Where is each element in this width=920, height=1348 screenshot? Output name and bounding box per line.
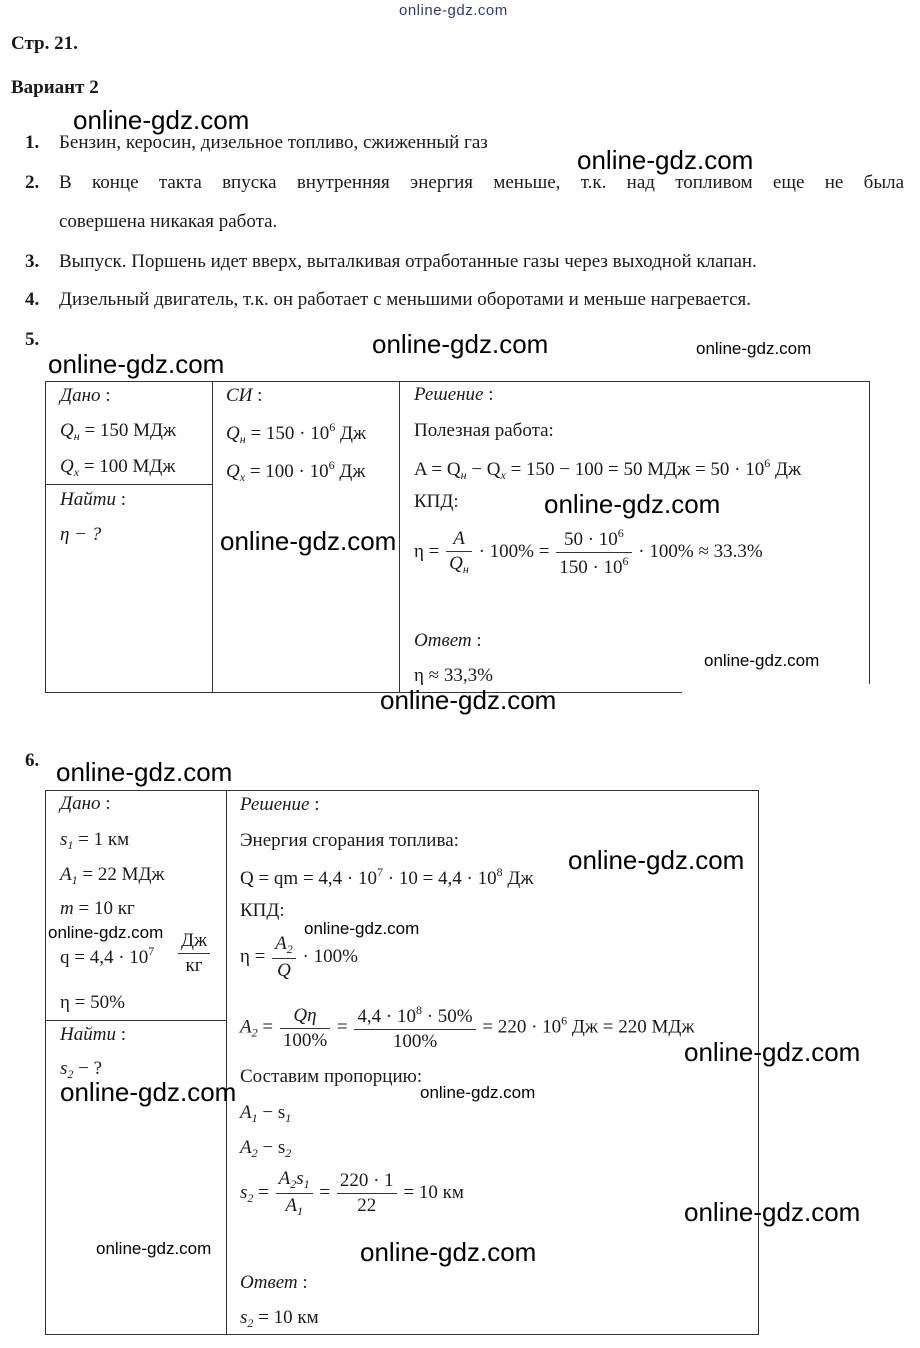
variant-heading: Вариант 2 [11, 77, 99, 98]
task6-given-a1: $A_1 = 22$ МДж [60, 864, 165, 887]
task5-answer-value: η ≈ 33,3% [414, 665, 493, 686]
watermark: online-gdz.com [48, 923, 164, 942]
task5-given-qx: $Q_х = 100$ МДж [60, 456, 176, 479]
task5-kpd: КПД: [414, 491, 459, 512]
task6-eta-formula: η = $\frac{A_2}{Q}$ · 100% [240, 933, 358, 981]
watermark: online-gdz.com [56, 757, 233, 787]
task5-si-qn: $Q_н = 150 \cdot 10^6$ Дж [226, 420, 367, 446]
watermark: online-gdz.com [220, 526, 397, 556]
task6-given-label: Дано : [60, 793, 111, 814]
watermark: online-gdz.com [568, 845, 745, 875]
watermark: online-gdz.com [704, 651, 820, 670]
answer-6-number: 6. [25, 750, 40, 771]
answer-2-line2: совершена никакая работа. [59, 211, 278, 232]
answer-2-line1: В конце такта впуска внутренняя энергия меньше, т.к. над топливом еще не была [59, 172, 904, 193]
answer-5-number: 5. [25, 329, 40, 350]
watermark: online-gdz.com [684, 1197, 861, 1227]
task6-prop2: $A_2 - s_2$ [240, 1137, 292, 1160]
task6-s2-formula: $s_2$ = $\frac{A_2s_1}{A_1}$ = $\frac{220 \cdot 1}{22}$ = 10 км [240, 1168, 464, 1218]
task5-find-value: η − ? [60, 524, 102, 545]
top-watermark: online-gdz.com [399, 2, 508, 19]
task6-solution-label: Решение : [240, 794, 320, 815]
task5-eq1: $A = Q_н - Q_х = 150 - 100 = 50$ МДж = $50 \cdot 10^6$ Дж [414, 456, 802, 482]
task6-prop1: $A_1 - s_1$ [240, 1102, 292, 1125]
task6-given-m: m = 10 кг [60, 898, 135, 919]
page-label: Стр. 21. [11, 33, 78, 54]
answer-3-text: Выпуск. Поршень идет вверх, выталкивая отработанные газы через выходной клапан. [59, 251, 757, 272]
answer-2-number: 2. [25, 172, 40, 193]
watermark: online-gdz.com [73, 105, 250, 135]
task6-a2-formula: $A_2$ = $\frac{Q\eta}{100\%}$ = $\frac{4,4 \cdot 10^8 \cdot 50\%}{100\%}$ = $220 \cdot 10^6$ Дж = 220 МДж [240, 1003, 695, 1052]
task5-si-label: СИ : [226, 385, 263, 406]
task6-energy-label: Энергия сгорания топлива: [240, 830, 459, 851]
task5-given-label: Дано : [60, 385, 111, 406]
answer-1-text: Бензин, керосин, дизельное топливо, сжиженный газ [59, 132, 488, 153]
task6-find-value: $s_2$ − ? [60, 1058, 103, 1081]
watermark: online-gdz.com [48, 349, 225, 379]
task5-solution-label: Решение : [414, 384, 494, 405]
answer-4-number: 4. [25, 289, 40, 310]
task5-given-qn: $Q_н = 150$ МДж [60, 420, 177, 443]
watermark: online-gdz.com [96, 1239, 212, 1258]
task6-given-q-unit: $\frac{Дж}{кг}$ [176, 930, 212, 977]
watermark: online-gdz.com [420, 1083, 536, 1102]
task6-answer-label: Ответ : [240, 1272, 308, 1293]
watermark: online-gdz.com [380, 685, 557, 715]
task5-answer-label: Ответ : [414, 630, 482, 651]
task6-kpd: КПД: [240, 900, 285, 921]
answer-3-number: 3. [25, 251, 40, 272]
watermark: online-gdz.com [60, 1077, 237, 1107]
task6-find-label: Найти : [60, 1024, 126, 1045]
task6-given-eta: η = 50% [60, 992, 125, 1013]
task5-useful-work: Полезная работа: [414, 420, 554, 441]
task6-answer-value: $s_2 = 10$ км [240, 1307, 319, 1330]
task6-given-q: $q = 4,4 \cdot 10^7$ [60, 944, 155, 968]
watermark: online-gdz.com [684, 1037, 861, 1067]
watermark: online-gdz.com [360, 1237, 537, 1267]
answer-1-number: 1. [25, 132, 40, 153]
watermark: online-gdz.com [304, 919, 420, 938]
task6-eq-q: Q = qm = $4,4 \cdot 10^7 \cdot 10 = 4,4 \cdot 10^8$ Дж [240, 865, 534, 889]
task5-find-label: Найти : [60, 489, 126, 510]
task5-eta-formula: η = $\frac{A}{Q_н}$ · 100% = $\frac{50 \cdot 10^6}{150 \cdot 10^6}$ · 100% ≈ 33.3% [414, 526, 763, 578]
task5-si-qx: $Q_х = 100 \cdot 10^6$ Дж [226, 458, 366, 484]
task6-proportion-label: Составим пропорцию: [240, 1066, 423, 1087]
watermark: online-gdz.com [696, 339, 812, 358]
watermark: online-gdz.com [544, 489, 721, 519]
watermark: online-gdz.com [577, 145, 754, 175]
answer-4-text: Дизельный двигатель, т.к. он работает с меньшими оборотами и меньше нагревается. [59, 289, 751, 310]
watermark: online-gdz.com [372, 329, 549, 359]
task6-given-s1: $s_1 = 1$ км [60, 829, 130, 852]
